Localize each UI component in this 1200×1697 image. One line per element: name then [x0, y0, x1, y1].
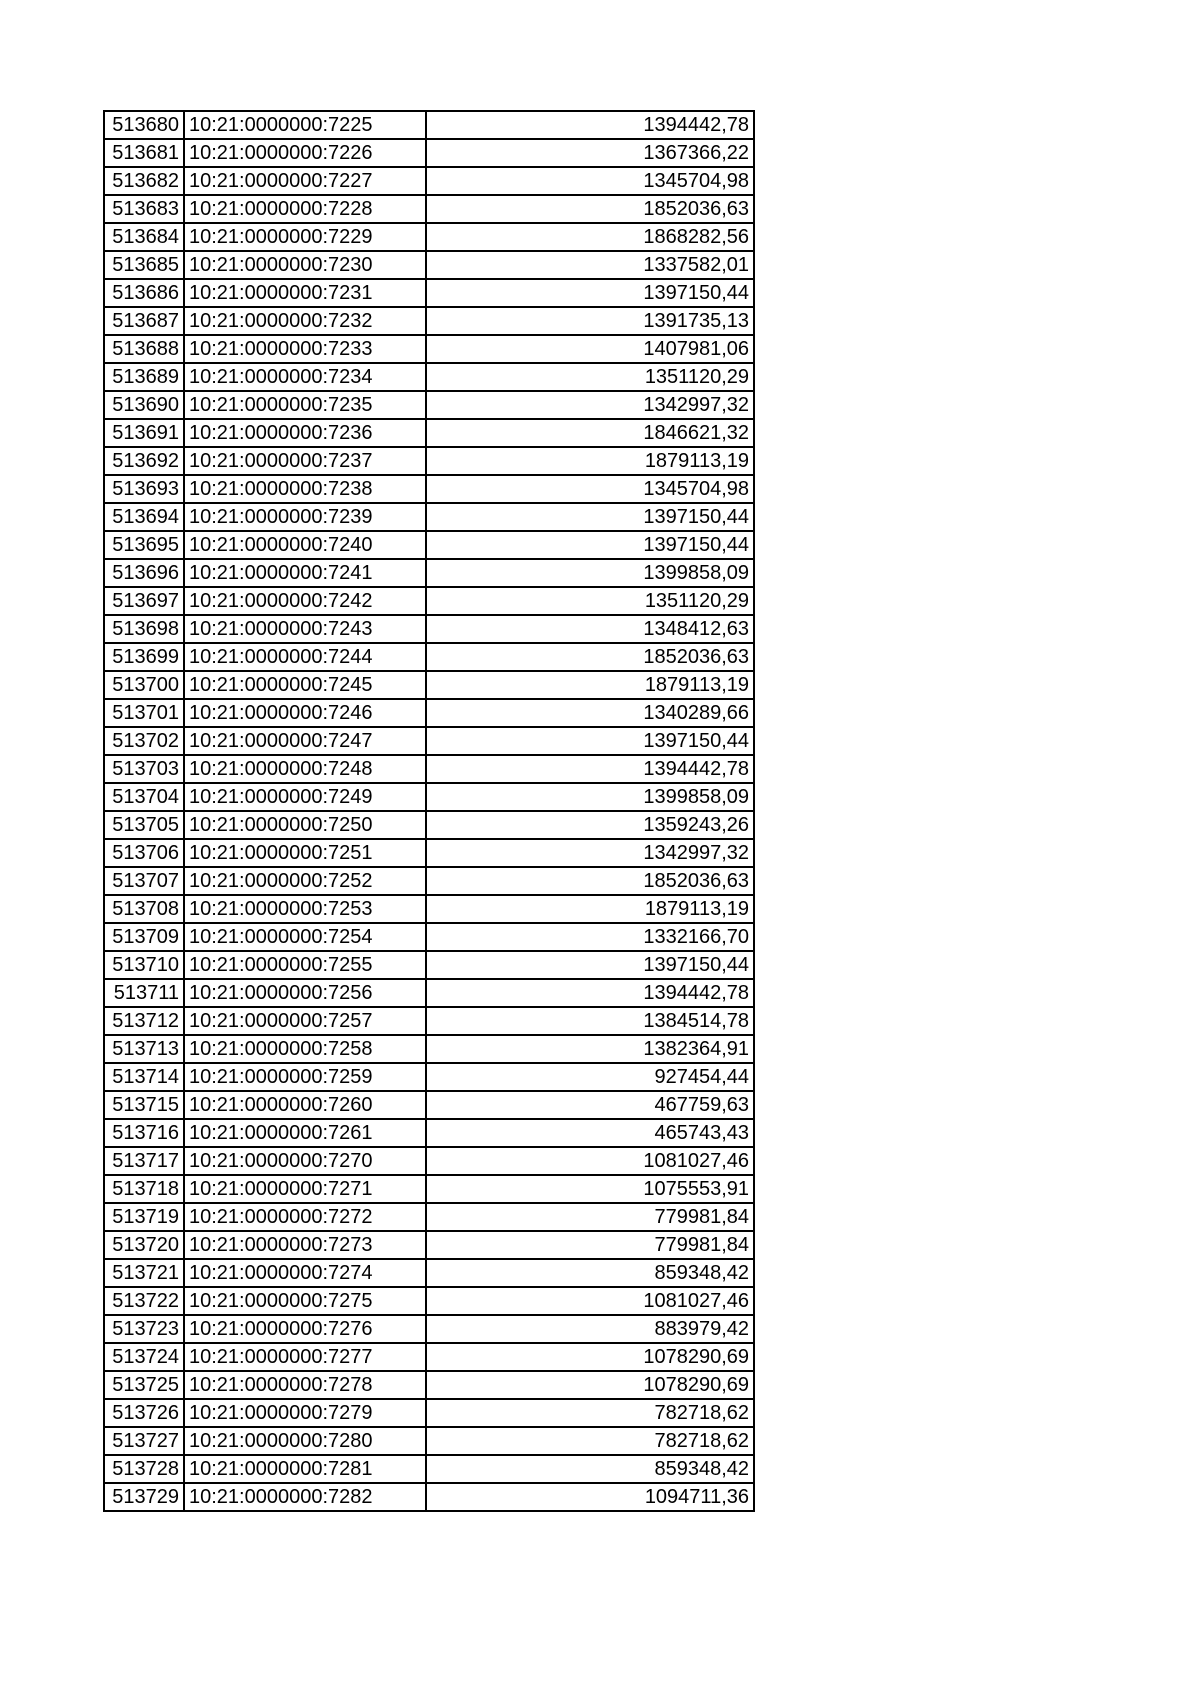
amount-cell: 1359243,26	[426, 811, 754, 839]
table-row	[104, 447, 754, 475]
cadastral-number-cell: 10:21:0000000:7280	[184, 1427, 426, 1455]
amount-cell: 1852036,63	[426, 643, 754, 671]
table-row	[104, 699, 754, 727]
row-id-cell: 513709	[104, 923, 184, 951]
table-row	[104, 1315, 754, 1343]
row-id-cell: 513720	[104, 1231, 184, 1259]
cadastral-number-cell: 10:21:0000000:7259	[184, 1063, 426, 1091]
amount-cell: 1391735,13	[426, 307, 754, 335]
row-id-cell: 513716	[104, 1119, 184, 1147]
amount-cell: 927454,44	[426, 1063, 754, 1091]
table-row	[104, 1287, 754, 1315]
amount-cell: 1394442,78	[426, 111, 754, 139]
row-id-cell: 513711	[104, 979, 184, 1007]
amount-cell: 1351120,29	[426, 363, 754, 391]
table-row	[104, 1455, 754, 1483]
row-id-cell: 513696	[104, 559, 184, 587]
table-row	[104, 1427, 754, 1455]
row-id-cell: 513680	[104, 111, 184, 139]
cadastral-number-cell: 10:21:0000000:7244	[184, 643, 426, 671]
row-id-cell: 513723	[104, 1315, 184, 1343]
amount-cell: 1397150,44	[426, 727, 754, 755]
row-id-cell: 513685	[104, 251, 184, 279]
cadastral-number-cell: 10:21:0000000:7257	[184, 1007, 426, 1035]
table-row	[104, 1175, 754, 1203]
row-id-cell: 513707	[104, 867, 184, 895]
table-row	[104, 951, 754, 979]
amount-cell: 883979,42	[426, 1315, 754, 1343]
amount-cell: 1345704,98	[426, 475, 754, 503]
table-row	[104, 391, 754, 419]
row-id-cell: 513708	[104, 895, 184, 923]
amount-cell: 1332166,70	[426, 923, 754, 951]
table-row	[104, 1343, 754, 1371]
cadastral-number-cell: 10:21:0000000:7230	[184, 251, 426, 279]
cadastral-number-cell: 10:21:0000000:7270	[184, 1147, 426, 1175]
table-row	[104, 755, 754, 783]
data-table	[103, 110, 755, 1512]
table-row	[104, 727, 754, 755]
table-row	[104, 1259, 754, 1287]
row-id-cell: 513702	[104, 727, 184, 755]
table-row	[104, 531, 754, 559]
row-id-cell: 513691	[104, 419, 184, 447]
cadastral-number-cell: 10:21:0000000:7279	[184, 1399, 426, 1427]
row-id-cell: 513724	[104, 1343, 184, 1371]
cadastral-number-cell: 10:21:0000000:7248	[184, 755, 426, 783]
cadastral-number-cell: 10:21:0000000:7253	[184, 895, 426, 923]
table-row	[104, 419, 754, 447]
amount-cell: 1345704,98	[426, 167, 754, 195]
amount-cell: 1384514,78	[426, 1007, 754, 1035]
row-id-cell: 513687	[104, 307, 184, 335]
cadastral-number-cell: 10:21:0000000:7251	[184, 839, 426, 867]
cadastral-number-cell: 10:21:0000000:7228	[184, 195, 426, 223]
table-row	[104, 223, 754, 251]
row-id-cell: 513693	[104, 475, 184, 503]
amount-cell: 779981,84	[426, 1203, 754, 1231]
cadastral-number-cell: 10:21:0000000:7245	[184, 671, 426, 699]
cadastral-number-cell: 10:21:0000000:7243	[184, 615, 426, 643]
row-id-cell: 513722	[104, 1287, 184, 1315]
table-row	[104, 335, 754, 363]
amount-cell: 1397150,44	[426, 503, 754, 531]
amount-cell: 1078290,69	[426, 1343, 754, 1371]
table-row	[104, 1231, 754, 1259]
cadastral-number-cell: 10:21:0000000:7250	[184, 811, 426, 839]
row-id-cell: 513726	[104, 1399, 184, 1427]
cadastral-number-cell: 10:21:0000000:7276	[184, 1315, 426, 1343]
amount-cell: 1407981,06	[426, 335, 754, 363]
cadastral-number-cell: 10:21:0000000:7271	[184, 1175, 426, 1203]
cadastral-number-cell: 10:21:0000000:7249	[184, 783, 426, 811]
amount-cell: 1399858,09	[426, 783, 754, 811]
cadastral-number-cell: 10:21:0000000:7247	[184, 727, 426, 755]
row-id-cell: 513690	[104, 391, 184, 419]
table-row	[104, 1147, 754, 1175]
amount-cell: 782718,62	[426, 1427, 754, 1455]
cadastral-number-cell: 10:21:0000000:7255	[184, 951, 426, 979]
table-row	[104, 615, 754, 643]
cadastral-number-cell: 10:21:0000000:7282	[184, 1483, 426, 1511]
cadastral-number-cell: 10:21:0000000:7281	[184, 1455, 426, 1483]
cadastral-number-cell: 10:21:0000000:7277	[184, 1343, 426, 1371]
amount-cell: 1078290,69	[426, 1371, 754, 1399]
cadastral-number-cell: 10:21:0000000:7272	[184, 1203, 426, 1231]
row-id-cell: 513698	[104, 615, 184, 643]
table-row	[104, 643, 754, 671]
amount-cell: 1081027,46	[426, 1147, 754, 1175]
cadastral-number-cell: 10:21:0000000:7229	[184, 223, 426, 251]
amount-cell: 1879113,19	[426, 447, 754, 475]
row-id-cell: 513710	[104, 951, 184, 979]
cadastral-number-cell: 10:21:0000000:7275	[184, 1287, 426, 1315]
cadastral-number-cell: 10:21:0000000:7226	[184, 139, 426, 167]
table-row	[104, 1091, 754, 1119]
table-body	[104, 111, 754, 1511]
table-row	[104, 195, 754, 223]
cadastral-number-cell: 10:21:0000000:7274	[184, 1259, 426, 1287]
cadastral-number-cell: 10:21:0000000:7225	[184, 111, 426, 139]
table-row	[104, 923, 754, 951]
amount-cell: 1342997,32	[426, 839, 754, 867]
cadastral-number-cell: 10:21:0000000:7258	[184, 1035, 426, 1063]
row-id-cell: 513718	[104, 1175, 184, 1203]
amount-cell: 1397150,44	[426, 951, 754, 979]
table-row	[104, 251, 754, 279]
cadastral-number-cell: 10:21:0000000:7232	[184, 307, 426, 335]
cadastral-number-cell: 10:21:0000000:7246	[184, 699, 426, 727]
table-row	[104, 783, 754, 811]
row-id-cell: 513713	[104, 1035, 184, 1063]
amount-cell: 1351120,29	[426, 587, 754, 615]
amount-cell: 1394442,78	[426, 755, 754, 783]
row-id-cell: 513701	[104, 699, 184, 727]
amount-cell: 782718,62	[426, 1399, 754, 1427]
row-id-cell: 513686	[104, 279, 184, 307]
amount-cell: 1397150,44	[426, 531, 754, 559]
cadastral-number-cell: 10:21:0000000:7240	[184, 531, 426, 559]
amount-cell: 1075553,91	[426, 1175, 754, 1203]
cadastral-number-cell: 10:21:0000000:7256	[184, 979, 426, 1007]
table-row	[104, 1063, 754, 1091]
cadastral-number-cell: 10:21:0000000:7237	[184, 447, 426, 475]
table-row	[104, 1399, 754, 1427]
cadastral-number-cell: 10:21:0000000:7234	[184, 363, 426, 391]
table-row	[104, 279, 754, 307]
amount-cell: 859348,42	[426, 1259, 754, 1287]
row-id-cell: 513714	[104, 1063, 184, 1091]
cadastral-number-cell: 10:21:0000000:7239	[184, 503, 426, 531]
amount-cell: 1367366,22	[426, 139, 754, 167]
amount-cell: 1094711,36	[426, 1483, 754, 1511]
row-id-cell: 513683	[104, 195, 184, 223]
cadastral-number-cell: 10:21:0000000:7227	[184, 167, 426, 195]
row-id-cell: 513712	[104, 1007, 184, 1035]
amount-cell: 1394442,78	[426, 979, 754, 1007]
table-row	[104, 1119, 754, 1147]
row-id-cell: 513692	[104, 447, 184, 475]
row-id-cell: 513694	[104, 503, 184, 531]
row-id-cell: 513697	[104, 587, 184, 615]
amount-cell: 1879113,19	[426, 671, 754, 699]
amount-cell: 467759,63	[426, 1091, 754, 1119]
row-id-cell: 513721	[104, 1259, 184, 1287]
table-row	[104, 363, 754, 391]
row-id-cell: 513688	[104, 335, 184, 363]
table-row	[104, 1035, 754, 1063]
cadastral-number-cell: 10:21:0000000:7273	[184, 1231, 426, 1259]
table-row	[104, 839, 754, 867]
cadastral-number-cell: 10:21:0000000:7231	[184, 279, 426, 307]
cadastral-number-cell: 10:21:0000000:7252	[184, 867, 426, 895]
table-row	[104, 559, 754, 587]
table-row	[104, 1483, 754, 1511]
cadastral-number-cell: 10:21:0000000:7233	[184, 335, 426, 363]
table-row	[104, 979, 754, 1007]
amount-cell: 1348412,63	[426, 615, 754, 643]
cadastral-number-cell: 10:21:0000000:7242	[184, 587, 426, 615]
table-row	[104, 867, 754, 895]
row-id-cell: 513682	[104, 167, 184, 195]
row-id-cell: 513695	[104, 531, 184, 559]
row-id-cell: 513725	[104, 1371, 184, 1399]
row-id-cell: 513727	[104, 1427, 184, 1455]
row-id-cell: 513700	[104, 671, 184, 699]
row-id-cell: 513681	[104, 139, 184, 167]
row-id-cell: 513684	[104, 223, 184, 251]
amount-cell: 1340289,66	[426, 699, 754, 727]
table-row	[104, 811, 754, 839]
table-row	[104, 1203, 754, 1231]
cadastral-number-cell: 10:21:0000000:7241	[184, 559, 426, 587]
row-id-cell: 513717	[104, 1147, 184, 1175]
cadastral-number-cell: 10:21:0000000:7238	[184, 475, 426, 503]
row-id-cell: 513729	[104, 1483, 184, 1511]
table-row	[104, 139, 754, 167]
amount-cell: 465743,43	[426, 1119, 754, 1147]
table-row	[104, 671, 754, 699]
row-id-cell: 513715	[104, 1091, 184, 1119]
table-row	[104, 307, 754, 335]
amount-cell: 779981,84	[426, 1231, 754, 1259]
amount-cell: 1081027,46	[426, 1287, 754, 1315]
table-row	[104, 1007, 754, 1035]
row-id-cell: 513704	[104, 783, 184, 811]
amount-cell: 1879113,19	[426, 895, 754, 923]
amount-cell: 1382364,91	[426, 1035, 754, 1063]
row-id-cell: 513706	[104, 839, 184, 867]
amount-cell: 1852036,63	[426, 195, 754, 223]
amount-cell: 1337582,01	[426, 251, 754, 279]
table-row	[104, 503, 754, 531]
amount-cell: 1868282,56	[426, 223, 754, 251]
table-row	[104, 475, 754, 503]
cadastral-number-cell: 10:21:0000000:7260	[184, 1091, 426, 1119]
amount-cell: 859348,42	[426, 1455, 754, 1483]
amount-cell: 1852036,63	[426, 867, 754, 895]
table-row	[104, 1371, 754, 1399]
amount-cell: 1397150,44	[426, 279, 754, 307]
amount-cell: 1342997,32	[426, 391, 754, 419]
table-row	[104, 895, 754, 923]
row-id-cell: 513719	[104, 1203, 184, 1231]
amount-cell: 1399858,09	[426, 559, 754, 587]
cadastral-number-cell: 10:21:0000000:7236	[184, 419, 426, 447]
row-id-cell: 513728	[104, 1455, 184, 1483]
row-id-cell: 513705	[104, 811, 184, 839]
cadastral-number-cell: 10:21:0000000:7278	[184, 1371, 426, 1399]
cadastral-number-cell: 10:21:0000000:7235	[184, 391, 426, 419]
cadastral-number-cell: 10:21:0000000:7254	[184, 923, 426, 951]
row-id-cell: 513703	[104, 755, 184, 783]
amount-cell: 1846621,32	[426, 419, 754, 447]
row-id-cell: 513689	[104, 363, 184, 391]
table-row	[104, 167, 754, 195]
table-row	[104, 111, 754, 139]
cadastral-number-cell: 10:21:0000000:7261	[184, 1119, 426, 1147]
table-row	[104, 587, 754, 615]
row-id-cell: 513699	[104, 643, 184, 671]
